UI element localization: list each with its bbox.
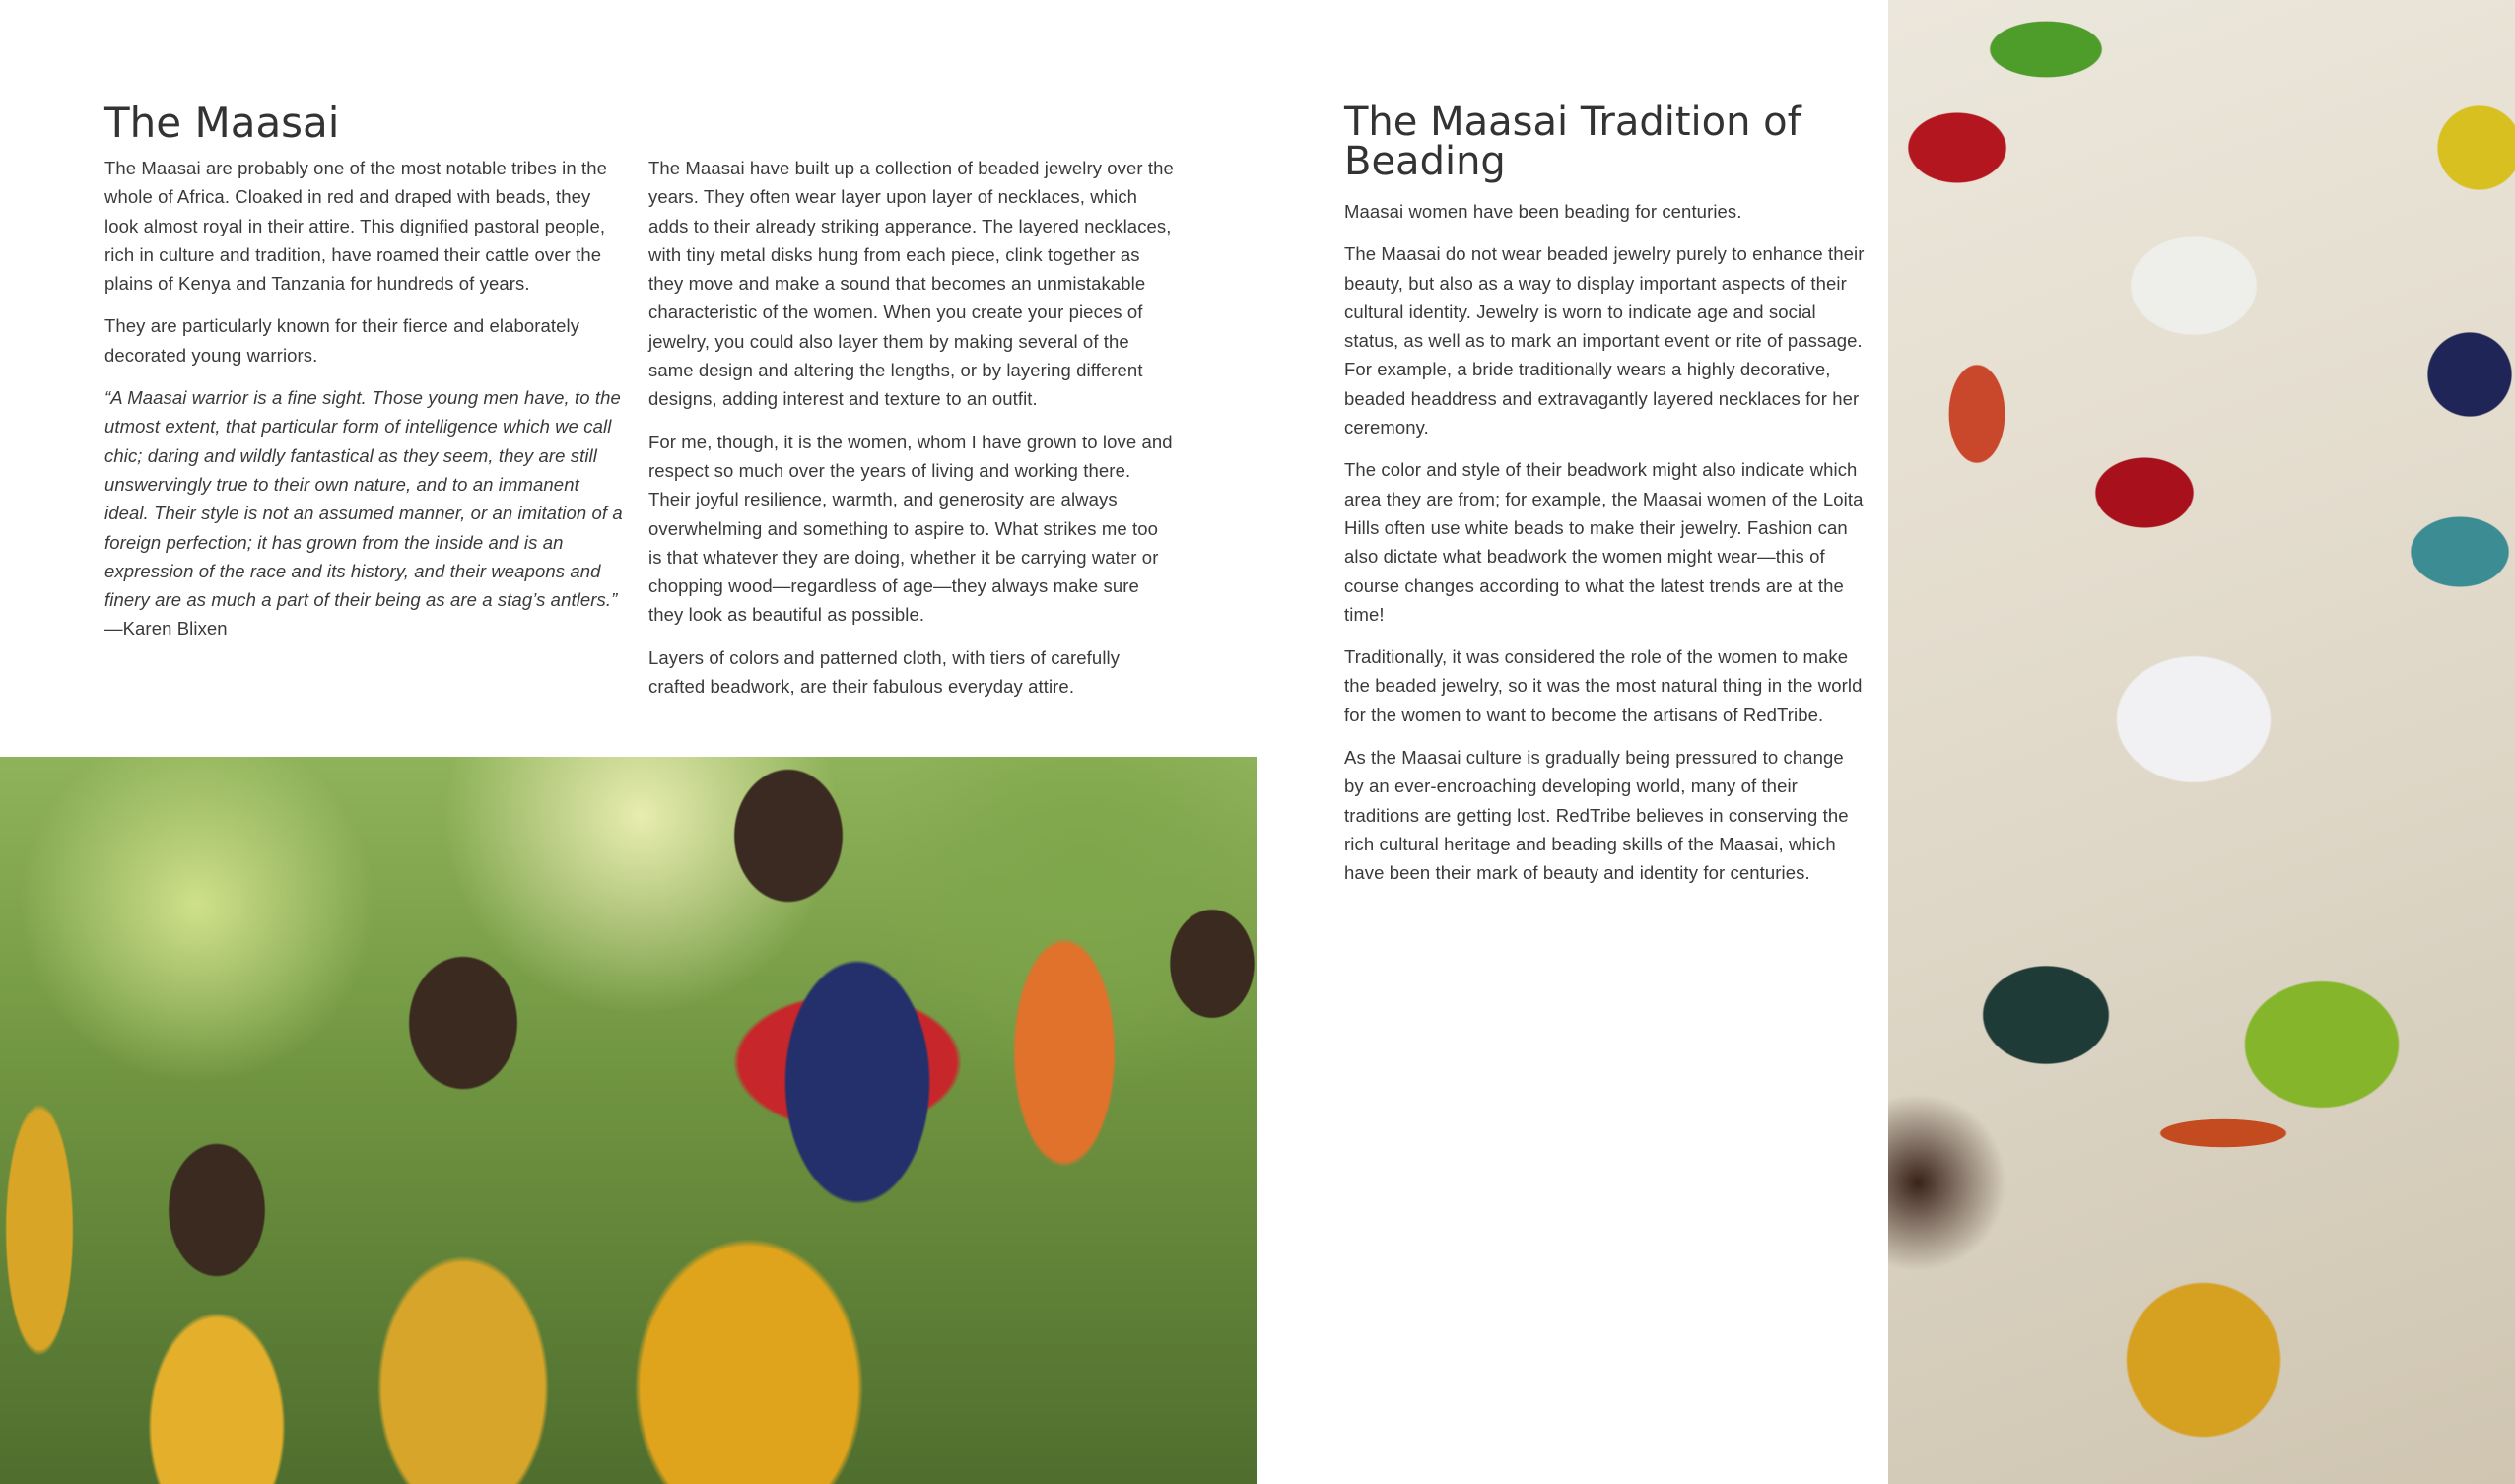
paragraph: They are particularly known for their fierce and elaborately decorated young warriors. [104,315,580,366]
paragraph: Maasai women have been beading for centuries. [1344,201,1742,222]
paragraph: The color and style of their beadwork might also indicate which area they are from; for example, the Maasai women of the Loita Hills often use white beads to make their jewelry. Fashion can also dictate what beadwork the women might wear—this of course changes according to what the latest trends are at the time! [1344,459,1864,625]
paragraph: The Maasai have built up a collection of beaded jewelry over the years. They often wear layer upon layer of necklaces, which adds to their already striking apperance. The layered necklaces, with tiny metal disks hung from each piece, clink together as they move and make a sound that becomes an unmistakable characteristic of the women. When you create your pieces of jewelry, you could also layer them by making several of the same design and altering the lengths, or by layering different designs, adding interest and texture to an outfit. [648,158,1174,410]
quote-text: “A Maasai warrior is a fine sight. Those young men have, to the utmost extent, that particular form of intelligence which we call chic; daring and wildly fantastical as they seem, they are still unswervingly true to their own nature, and to an immanent ideal. Their style is not an assumed manner, or an imitation of a foreign perfection; it has grown from the inside and is an expression of the race and its history, and their weapons and finery are as much a part of their being as are a stag’s antlers.” [104,387,623,611]
left-column-2 [648,154,1176,714]
right-column [1344,197,1867,902]
paragraph: Layers of colors and patterned cloth, with tiers of carefully crafted beadwork, are their fabulous everyday attire. [648,646,1121,698]
maasai-women-photo [0,757,1258,1484]
paragraph: As the Maasai culture is gradually being pressured to change by an ever-encroaching developing world, many of their traditions are getting lost. RedTribe believes in conserving the rich cultural heritage and beading skills of the Maasai, which have been their mark of beauty and identity for centuries. [1344,747,1849,884]
bead-sacks-photo [1888,0,2515,1484]
left-column-1 [104,154,627,657]
blixen-quote [104,383,627,643]
paragraph: The Maasai are probably one of the most notable tribes in the whole of Africa. Cloaked in red and draped with beads, they look almost royal in their attire. This dignified pastoral people, rich in culture and tradition, have roamed their cattle over the plains of Kenya and Tanzania for hundreds of years. [104,158,608,295]
paragraph: For me, though, it is the women, whom I have grown to love and respect so much over the years of living and working there. Their joyful resilience, warmth, and generosity are always overwhelming and something to aspire to. What strikes me too is that whatever they are doing, whether it be carrying water or chopping wood—regardless of age—they always make sure they look as beautiful as possible. [648,431,1173,626]
quote-attribution: —Karen Blixen [104,618,228,640]
paragraph: The Maasai do not wear beaded jewelry purely to enhance their beauty, but also as a way to display important aspects of their cultural identity. Jewelry is worn to indicate age and social status, as well as to mark an important event or rite of passage. For example, a bride traditionally wears a highly decorative, beaded headdress and extravagantly layered necklaces for her ceremony. [1344,243,1865,438]
page-title-the-maasai: The Maasai [104,99,340,147]
page-title-tradition-of-beading: The Maasai Tradition of Beading [1344,100,1801,184]
paragraph: Traditionally, it was considered the role of the women to make the beaded jewelry, so it was the most natural thing in the world for the women to want to become the artisans of RedTribe. [1344,646,1863,725]
